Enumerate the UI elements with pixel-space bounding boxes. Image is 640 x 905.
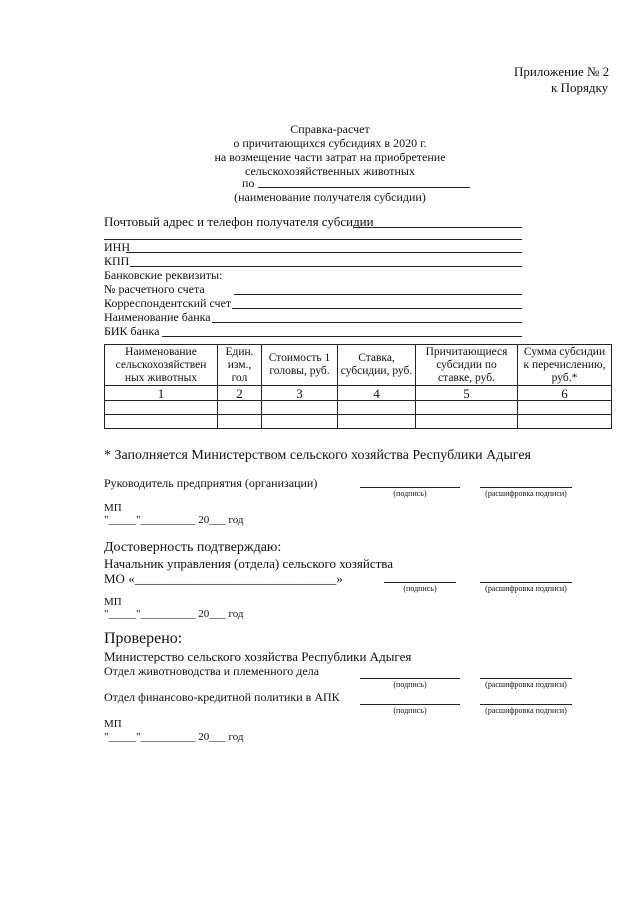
table-row[interactable]	[105, 415, 612, 429]
dept2-decode-caption: (расшифровка подписи)	[485, 706, 567, 715]
table-cell[interactable]	[338, 415, 416, 429]
checked-ministry: Министерство сельского хозяйства Республики Адыгея	[104, 649, 412, 664]
checked-dept2: Отдел финансово-кредитной политики в АПК	[104, 690, 340, 704]
table-number-cell: 2	[218, 386, 262, 401]
head-signature-caption: (подпись)	[393, 489, 427, 498]
confirm-label: Начальник управления (отдела) сельского хозяйства	[104, 556, 394, 571]
table-cell[interactable]	[218, 415, 262, 429]
head-date: "_____"__________ 20___ год	[104, 514, 244, 526]
table-cell[interactable]	[262, 401, 338, 415]
doc-subtitle-2: на возмещение части затрат на приобретение	[214, 150, 446, 164]
confirm-signature-caption: (подпись)	[403, 584, 437, 593]
bank-details-label: Банковские реквизиты:	[104, 268, 223, 282]
head-signature-field[interactable]	[360, 487, 460, 488]
account-label: № расчетного счета	[104, 282, 205, 296]
footnote: * Заполняется Министерством сельского хозяйства Республики Адыгея	[104, 448, 531, 463]
head-decode-field[interactable]	[480, 487, 572, 488]
head-mp: МП	[104, 502, 122, 514]
table-cell[interactable]	[518, 415, 612, 429]
dept1-decode-field[interactable]	[480, 678, 572, 679]
table-cell[interactable]	[518, 401, 612, 415]
table-number-cell: 5	[416, 386, 518, 401]
postal-address-field-2[interactable]	[104, 239, 522, 240]
table-cell[interactable]	[218, 401, 262, 415]
kpp-field[interactable]	[130, 266, 522, 267]
table-header-row	[105, 345, 612, 386]
confirm-mo: МО «_______________________________»	[104, 571, 343, 586]
checked-mp: МП	[104, 718, 122, 730]
head-decode-caption: (расшифровка подписи)	[485, 489, 567, 498]
corr-account-label: Корреспондентский счет	[104, 296, 232, 310]
bank-name-field[interactable]	[212, 322, 522, 323]
table-header-cell: Стоимость 1 головы, руб.	[262, 345, 338, 386]
table-header-cell: Причитающиеся субсидии по ставке, руб.	[416, 345, 518, 386]
table-header-cell: Наименование сельскохозяйствен ных животных	[105, 345, 218, 386]
doc-subtitle-1: о причитающихся субсидиях в 2020 г.	[233, 136, 427, 150]
dept1-signature-field[interactable]	[360, 678, 460, 679]
doc-po-prefix: по	[242, 176, 255, 190]
appendix-line1: Приложение № 2	[514, 64, 610, 79]
recipient-name-caption: (наименование получателя субсидии)	[234, 190, 426, 204]
table-cell[interactable]	[338, 401, 416, 415]
recipient-name-field[interactable]	[258, 187, 470, 188]
table-cell[interactable]	[262, 415, 338, 429]
inn-label: ИНН	[104, 240, 130, 254]
account-field[interactable]	[234, 294, 522, 295]
table-row[interactable]	[105, 401, 612, 415]
table-number-cell: 1	[105, 386, 218, 401]
confirm-signature-field[interactable]	[384, 582, 456, 583]
table-cell[interactable]	[105, 415, 218, 429]
checked-dept1: Отдел животноводства и племенного дела	[104, 664, 320, 678]
confirm-title: Достоверность подтверждаю:	[104, 540, 282, 555]
head-label: Руководитель предприятия (организации)	[104, 476, 318, 490]
dept1-signature-caption: (подпись)	[393, 680, 427, 689]
table-number-cell: 6	[518, 386, 612, 401]
table-number-cell: 4	[338, 386, 416, 401]
kpp-label: КПП	[104, 254, 130, 268]
doc-subtitle-3: сельскохозяйственных животных	[245, 164, 415, 178]
table-header-cell: Ставка, субсидии, руб.	[338, 345, 416, 386]
subsidy-table	[104, 344, 612, 429]
checked-title: Проверено:	[104, 630, 183, 647]
bik-field[interactable]	[162, 336, 522, 337]
confirm-date: "_____"__________ 20___ год	[104, 608, 244, 620]
corr-account-field[interactable]	[232, 308, 522, 309]
appendix-line2: к Порядку	[551, 80, 609, 95]
postal-address-label: Почтовый адрес и телефон получателя субсидии	[104, 214, 374, 229]
dept2-signature-caption: (подпись)	[393, 706, 427, 715]
table-cell[interactable]	[416, 415, 518, 429]
dept2-decode-field[interactable]	[480, 704, 572, 705]
confirm-decode-caption: (расшифровка подписи)	[485, 584, 567, 593]
confirm-mp: МП	[104, 596, 122, 608]
doc-title: Справка-расчет	[290, 122, 370, 136]
table-header-cell: Сумма субсидии к перечислению, руб.*	[518, 345, 612, 386]
confirm-decode-field[interactable]	[480, 582, 572, 583]
table-cell[interactable]	[416, 401, 518, 415]
table-header-cell: Един. изм., гол	[218, 345, 262, 386]
inn-field[interactable]	[126, 252, 522, 253]
dept1-decode-caption: (расшифровка подписи)	[485, 680, 567, 689]
postal-address-field[interactable]	[354, 227, 522, 228]
table-number-cell: 3	[262, 386, 338, 401]
checked-date: "_____"__________ 20___ год	[104, 731, 244, 743]
dept2-signature-field[interactable]	[360, 704, 460, 705]
bik-label: БИК банка	[104, 324, 160, 338]
table-cell[interactable]	[105, 401, 218, 415]
table-number-row	[105, 386, 612, 401]
bank-name-label: Наименование банка	[104, 310, 211, 324]
